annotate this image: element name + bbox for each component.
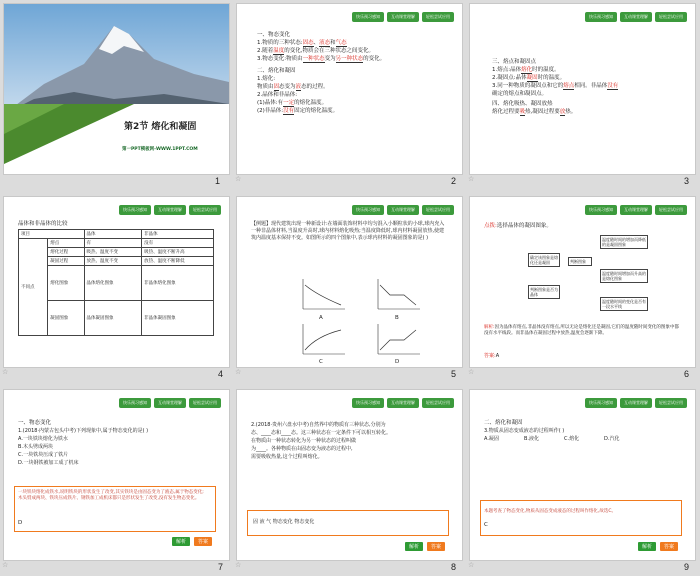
line: 1.(2018·内蒙古包头中考)下列现象中,属于物态变化的是( ): [18, 428, 149, 434]
slide-number: 4: [218, 369, 224, 379]
cell: 熔点: [48, 239, 84, 248]
cell: 没有: [142, 239, 214, 248]
option: C.一块铁块压成了铁片: [18, 452, 69, 458]
answer-line: 答案:A: [484, 353, 500, 359]
analysis-button[interactable]: 解析: [638, 542, 656, 551]
pill-apply[interactable]: 轻松尝试应用: [422, 12, 454, 22]
chart-label-a: A: [319, 315, 323, 321]
line: 确定的熔点和凝固点。: [492, 91, 548, 97]
line: 1.物质的三种状态:固态、液态和气态: [257, 40, 347, 46]
pill-apply[interactable]: 轻松尝试应用: [189, 205, 221, 215]
row-label-diff: 不同点: [19, 239, 48, 336]
line: 1.熔化:: [257, 76, 276, 82]
pill-classroom[interactable]: 互动课堂理解: [154, 398, 186, 408]
slide-number: 7: [218, 562, 224, 572]
slide-number: 2: [451, 176, 457, 186]
pill-apply[interactable]: 轻松尝试应用: [655, 398, 687, 408]
cell: 凝固过程: [48, 257, 84, 266]
cell: 有: [84, 239, 142, 248]
line: 1.熔点:晶体熔化时的温度。: [492, 67, 560, 73]
mountain-image: [4, 4, 229, 114]
pill-classroom[interactable]: 互动课堂理解: [387, 398, 419, 408]
line: 二、熔化和凝固: [257, 68, 296, 74]
pill-preview[interactable]: 快乐预习感知: [585, 205, 617, 215]
star-icon[interactable]: ☆: [235, 175, 242, 183]
nav-pills: [585, 12, 687, 22]
line: 3.物态变化:物质由一种状态变为另一种状态的变化。: [257, 56, 386, 62]
star-icon[interactable]: ☆: [235, 561, 242, 569]
point-line: 点拨:选择晶体的凝固图象。: [484, 223, 552, 229]
slide-number: 1: [215, 176, 221, 186]
star-icon[interactable]: ☆: [468, 368, 475, 376]
cell: 吸热、温度不变: [84, 248, 142, 257]
pill-classroom[interactable]: 互动课堂理解: [620, 205, 652, 215]
nav-pills: [119, 205, 221, 215]
pill-apply[interactable]: 轻松尝试应用: [189, 398, 221, 408]
pill-apply[interactable]: 轻松尝试应用: [655, 12, 687, 22]
answer-text: C: [484, 522, 488, 528]
line: 二、熔化和凝固: [484, 420, 523, 426]
chart-b: [372, 277, 422, 317]
slide-3[interactable]: [468, 4, 695, 186]
chart-cell-noncrystal-freeze: 非晶体凝固图象: [142, 301, 214, 336]
slide-number: 5: [451, 369, 457, 379]
chart-cell-noncrystal-melt: 非晶体熔化图象: [142, 266, 214, 301]
line: 一、物态变化: [257, 32, 291, 38]
header-crystal: 晶体: [84, 230, 142, 239]
pill-apply[interactable]: 轻松尝试应用: [655, 205, 687, 215]
chart-d: [372, 322, 422, 362]
flow-box: 温度随时间增加而升高的是熔化图象: [602, 271, 646, 281]
line: 四、熔化吸热、凝固放热: [492, 101, 553, 107]
pill-preview[interactable]: 快乐预习感知: [352, 398, 384, 408]
analysis-button[interactable]: 解析: [405, 542, 423, 551]
chart-cell-crystal-freeze: 晶体凝固图象: [84, 301, 142, 336]
slide-number: 6: [684, 369, 690, 379]
box-text: 本题考查了物态变化,物质从固态变成液态的过程叫作熔化,故选C。: [484, 509, 617, 514]
pill-classroom[interactable]: 互动课堂理解: [154, 205, 186, 215]
cell: 放热、温度不断降低: [142, 257, 214, 266]
option: A.一块铁块熔化为铁水: [18, 436, 68, 442]
option: B.木头劈成两块: [18, 444, 54, 450]
row-label-melt: 熔化图象: [48, 266, 84, 301]
box-text: 固 液 气 物态变化 物态变化: [253, 519, 315, 525]
slide-number: 3: [684, 176, 690, 186]
pill-preview[interactable]: 快乐预习感知: [119, 398, 151, 408]
pill-preview[interactable]: 快乐预习感知: [352, 12, 384, 22]
slide-title: 第2节 熔化和凝固: [124, 122, 197, 132]
line: 为____。各种物质在由固态变为液态的过程中,: [251, 446, 353, 452]
flow-box: 判断图象是否为晶体: [530, 287, 558, 297]
line: 3.物质从固态变成液态的过程叫作( ): [484, 428, 565, 434]
line: 2.晶体和非晶体:: [257, 92, 298, 98]
line: 三、熔点和凝固点: [492, 59, 537, 65]
chart-cell-crystal-melt: 晶体熔化图象: [84, 266, 142, 301]
answer-text: D: [18, 520, 23, 526]
star-icon[interactable]: ☆: [2, 561, 9, 569]
pill-classroom[interactable]: 互动课堂理解: [387, 12, 419, 22]
answer-box: [480, 500, 682, 536]
pill-apply[interactable]: 轻松尝试应用: [422, 205, 454, 215]
cell: 吸热、温度不断升高: [142, 248, 214, 257]
flow-box: 温度随时间的增加而降低的是凝固图象: [602, 237, 646, 247]
option: A.凝固: [484, 436, 499, 442]
slide-number: 8: [451, 562, 457, 572]
nav-pills: [352, 398, 454, 408]
chart-label-d: D: [395, 359, 400, 365]
example-text: 【例题】现代建筑出现一种新设计:在墙面装饰材料中均匀混入小颗粒状的小球,球内充入一种非晶体材料,当温度升高时,球内材料熔化吸热;当温度降低时,球内材料凝固放热,使建筑内温度基本保持不变。如图所示的四个图象中,表示球内材料的凝固图象的是( ): [251, 221, 445, 241]
row-label-freeze: 凝固图象: [48, 301, 84, 336]
cell: 熔化过程: [48, 248, 84, 257]
line: 2.凝固点:晶体凝固时的温度。: [492, 75, 566, 81]
slide-7[interactable]: [2, 390, 229, 572]
flow-box: 判断图象: [568, 257, 592, 266]
line: 2.随着温度的变化,物质会在三种状态之间变化。: [257, 48, 375, 54]
option: D.汽化: [604, 436, 620, 442]
slide-8[interactable]: [235, 390, 462, 572]
comparison-table: [18, 229, 214, 336]
slide-footer-bg: [4, 104, 229, 174]
star-icon[interactable]: ☆: [235, 368, 242, 376]
line: 3.同一种物质的凝固点和它的熔点相同。非晶体没有: [492, 83, 619, 89]
star-icon[interactable]: ☆: [468, 561, 475, 569]
analysis-text: 解析:因为晶体有熔点,非晶体没有熔点,所以无论是熔化还是凝固,它们的温度随时间变化的图象中都没有水平线段。而非晶体在凝固过程中放热,温度会逐渐下降。: [484, 325, 679, 337]
table-title: 晶体和非晶体的比较: [18, 221, 68, 227]
slide-4[interactable]: [2, 197, 229, 379]
nav-pills: [352, 12, 454, 22]
chart-c: [297, 322, 347, 362]
nav-pills: [585, 398, 687, 408]
pill-apply[interactable]: 轻松尝试应用: [422, 398, 454, 408]
line: 物质由固态变为液态的过程。: [257, 84, 329, 90]
chart-label-b: B: [395, 315, 399, 321]
line: 一、物态变化: [18, 420, 52, 426]
line: (2)非晶体:没有固定的熔化温度。: [257, 108, 339, 114]
chart-label-c: C: [319, 359, 323, 365]
pill-classroom[interactable]: 互动课堂理解: [387, 205, 419, 215]
line: 态、____态和____态。这三种状态在一定条件下可以相互转化。: [251, 430, 392, 436]
analysis-button[interactable]: 解析: [172, 537, 190, 546]
slide-site: 第一PPT模板网-WWW.1PPT.COM: [122, 147, 198, 152]
slide-9[interactable]: [468, 390, 695, 572]
answer-button[interactable]: 答案: [194, 537, 212, 546]
nav-pills: [119, 398, 221, 408]
slide-2[interactable]: [235, 4, 462, 186]
cell: 放热、温度不变: [84, 257, 142, 266]
pill-preview[interactable]: 快乐预习感知: [119, 205, 151, 215]
box-text: 一块铁块熔化成铁水,说明铁块的形状发生了改变,其实铁块是由固态变为了液态,属于物态变化;木头劈成两块、铁块压成铁片、钢铁加工成机床都只是形状发生了改变,没有发生物态变化。: [18, 490, 204, 501]
flow-box: 确定该图象是熔化还是凝固: [530, 255, 558, 265]
nav-pills: [352, 205, 454, 215]
option: D.一块钢铁被加工成了机床: [18, 460, 79, 466]
pill-classroom[interactable]: 互动课堂理解: [620, 12, 652, 22]
answer-button[interactable]: 答案: [660, 542, 678, 551]
option: C.熔化: [564, 436, 580, 442]
pill-preview[interactable]: 快乐预习感知: [585, 398, 617, 408]
line: (1)晶体:有一定的熔化温度。: [257, 100, 328, 106]
slide-6[interactable]: [468, 197, 695, 379]
line: 需要吸收热量,这个过程叫熔化。: [251, 454, 323, 460]
nav-pills: [585, 205, 687, 215]
slide-1[interactable]: [4, 4, 229, 186]
pill-preview[interactable]: 快乐预习感知: [352, 205, 384, 215]
pill-preview[interactable]: 快乐预习感知: [585, 12, 617, 22]
line: 在物质由一种状态转化为另一种状态的过程叫做: [251, 438, 357, 444]
line: 2.(2018·贵州六盘水中考)自然界中的物质有三种状态,分别为: [251, 422, 386, 428]
flow-box: 温度随时间的变化是否有一段水平线: [602, 299, 646, 309]
slide-5[interactable]: [235, 197, 462, 379]
line: 熔化过程要吸热,凝固过程要放热。: [492, 109, 577, 115]
header-noncrystal: 非晶体: [142, 230, 214, 239]
star-icon[interactable]: ☆: [468, 175, 475, 183]
header-item: 项目: [19, 230, 85, 239]
chart-a: [297, 277, 347, 317]
pill-classroom[interactable]: 互动课堂理解: [620, 398, 652, 408]
star-icon[interactable]: ☆: [2, 368, 9, 376]
answer-button[interactable]: 答案: [427, 542, 445, 551]
option: B.液化: [524, 436, 540, 442]
slide-number: 9: [684, 562, 690, 572]
